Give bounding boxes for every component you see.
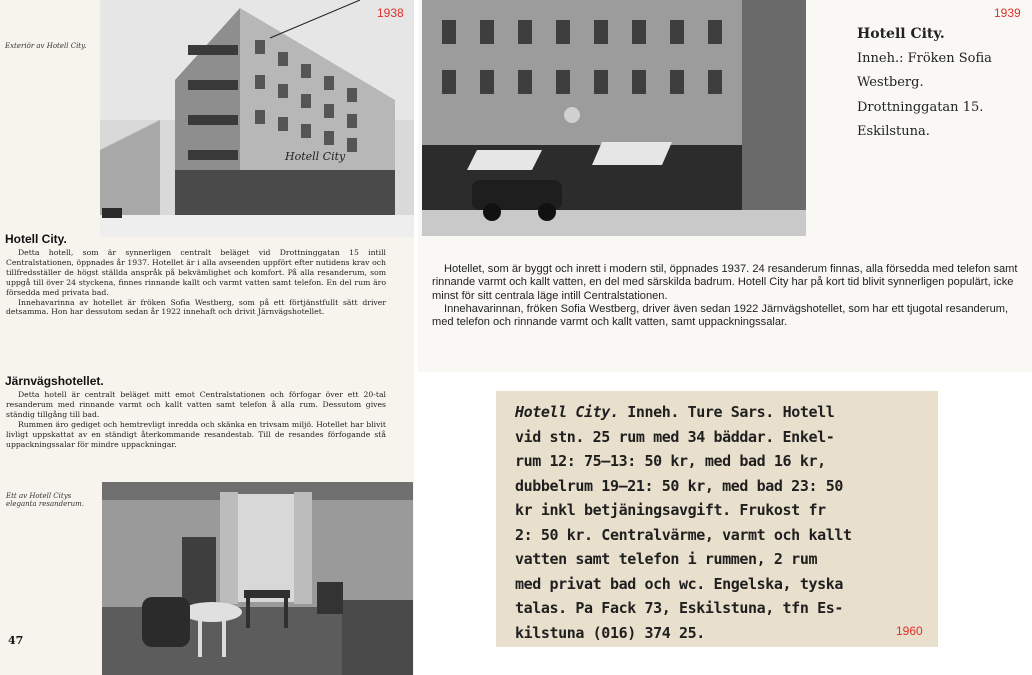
hotel-name: Hotell City. (515, 403, 619, 421)
address-line: Drottninggatan 15. (857, 99, 984, 115)
paragraph: Rummen äro gediget och hemtrevligt inredda och skänka en trivsam miljö. Hotellet har blivit livligt uppskattat av en ständigt återkommande resandestab. Till de resandes förfogande stå uppackningssalar för mindre uppackningar. (6, 419, 386, 449)
paragraph: Innehavarinnan, fröken Sofia Westberg, driver även sedan 1922 Järnvägshotellet, som har ett tjugotal resanderum, med telefon och rinnande varmt och kallt vatten, samt uppackningssalar. (432, 302, 1009, 329)
text-1939 (432, 263, 1028, 329)
page-number: 47 (8, 634, 24, 647)
clip-line: vid stn. 25 rum med 34 bäddar. Enkel- (515, 427, 835, 446)
paragraph: Detta hotell, som är synnerligen centralt beläget vid Drottninggatan 15 intill Centralstationen, öppnades år 1937. Hotellet är i alla avseenden uppfört efter nutidens krav och tillfredsställer de högst ställda anspråk på bekvämlighet och komfort. På alla resanderum, som uppgå till över 24 styckena, finnes rinnande kallt och varmt vatten samt telefon. En del rum äro försedda med privata bad. (6, 248, 386, 297)
city-line: Eskilstuna. (857, 124, 930, 139)
paragraph: Hotellet, som är byggt och inrett i modern stil, öppnades 1937. 24 resanderum finnas, alla försedda med telefon samt rinnande varmt och kallt vatten, en del med särskilda badrum. Hotell City har på kort tid blivit synnerligen populärt, icke minst för sitt centrala läge intill Centralstationen. (432, 263, 1018, 302)
sign-hotell-city: Hotell City (285, 150, 346, 163)
clip-line: rum 12: 75—13: 50 kr, med bad 16 kr, (515, 452, 826, 470)
page-1938 (0, 0, 414, 675)
owner-line: Inneh.: Fröken Sofia (857, 50, 992, 66)
clip-line: med privat bad och wc. Engelska, tyska (515, 574, 843, 593)
text-jarnvagshotellet (6, 390, 386, 449)
hotel-info (857, 22, 992, 145)
clip-line: kilstuna (016) 374 25. (515, 623, 705, 642)
clip-line: kr inkl betjäningsavgift. Frukost fr (515, 501, 826, 519)
year-label-1938: 1938 (377, 6, 404, 20)
clipping-1960 (496, 391, 938, 647)
clip-line: 2: 50 kr. Centralvärme, varmt och kallt (515, 525, 852, 544)
paragraph: Innehavarinna av hotellet är fröken Sofia Westberg, som på ett förtjänstfullt sätt driver detsamma. Hon har dessutom sedan år 1922 innehaft och drivit Järnvägshotellet. (6, 297, 386, 317)
hotel-name: Hotell City. (857, 26, 945, 42)
photo-street-view (422, 0, 806, 236)
photo-hotel-room (102, 482, 413, 675)
clip-line: Inneh. Ture Sars. Hotell (618, 403, 835, 421)
heading-jarnvagshotellet: Järnvägshotellet. (5, 374, 104, 388)
page-1939 (418, 0, 1032, 372)
owner-line: Westberg. (857, 75, 924, 90)
caption-interior: Ett av Hotell Citys eleganta resanderum. (6, 492, 85, 508)
year-label-1960: 1960 (896, 624, 923, 638)
photo-hotel-exterior (100, 0, 414, 237)
clip-line: talas. Pa Fack 73, Eskilstuna, tfn Es- (515, 599, 843, 617)
clip-line: vatten samt telefon i rummen, 2 rum (515, 550, 818, 568)
heading-hotell-city: Hotell City. (5, 232, 67, 246)
caption-exterior: Exteriör av Hotell City. (5, 42, 87, 50)
clip-line: dubbelrum 19—21: 50 kr, med bad 23: 50 (515, 476, 843, 495)
year-label-1939: 1939 (994, 6, 1021, 20)
paragraph: Detta hotell är centralt beläget mitt emot Centralstationen och förfogar över ett 20-tal resanderum med rinnande varmt och kallt vatten samt telefon å alla rum. Dessutom gives ständig tillgång till bad. (6, 390, 386, 419)
text-hotell-city (6, 248, 386, 317)
clipping-text (515, 400, 933, 645)
